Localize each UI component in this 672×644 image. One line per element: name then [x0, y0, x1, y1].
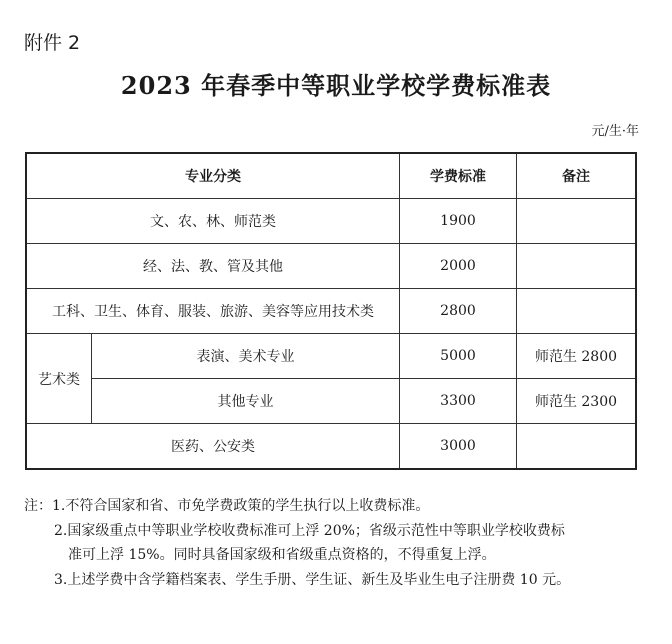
note-cell [517, 199, 637, 244]
table-row [26, 424, 636, 470]
fee-cell: 3300 [400, 379, 517, 424]
category-cell: 医药、公安类 [26, 424, 400, 470]
note-cell: 师范生 2300 [517, 379, 637, 424]
table-header-row [26, 153, 636, 199]
attachment-label: 附件 2 [24, 32, 81, 54]
table-row [26, 244, 636, 289]
note-cell [517, 244, 637, 289]
table-row [26, 289, 636, 334]
category-cell: 经、法、教、管及其他 [26, 244, 400, 289]
category-cell: 表演、美术专业 [92, 334, 400, 379]
group-cell-art: 艺术类 [26, 334, 92, 424]
note-cell: 师范生 2800 [517, 334, 637, 379]
table-row [26, 334, 636, 379]
fee-cell: 5000 [400, 334, 517, 379]
note-cell [517, 424, 637, 470]
page-title: 2023 年春季中等职业学校学费标准表 [120, 71, 552, 100]
fee-table [25, 152, 637, 470]
fee-cell: 3000 [400, 424, 517, 470]
column-header-category: 专业分类 [26, 153, 400, 199]
fee-cell: 2800 [400, 289, 517, 334]
table-row [26, 379, 636, 424]
unit-label: 元/生·年 [591, 124, 639, 139]
category-cell: 其他专业 [92, 379, 400, 424]
column-header-note: 备注 [517, 153, 637, 199]
category-cell: 工科、卫生、体育、服装、旅游、美容等应用技术类 [26, 289, 400, 334]
table-row [26, 199, 636, 244]
note-line-3: 准可上浮 15%。同时具备国家级和省级重点资格的，不得重复上浮。 [68, 547, 496, 563]
note-line-1: 注：1.不符合国家和省、市免学费政策的学生执行以上收费标准。 [24, 498, 430, 514]
category-cell: 文、农、林、师范类 [26, 199, 400, 244]
fee-cell: 2000 [400, 244, 517, 289]
note-cell [517, 289, 637, 334]
notes-section [24, 494, 644, 592]
note-line-4: 3.上述学费中含学籍档案表、学生手册、学生证、新生及毕业生电子注册费 10 元。 [54, 571, 571, 588]
note-line-2: 2.国家级重点中等职业学校收费标准可上浮 20%；省级示范性中等职业学校收费标 [54, 522, 565, 539]
column-header-fee: 学费标准 [400, 153, 517, 199]
fee-cell: 1900 [400, 199, 517, 244]
